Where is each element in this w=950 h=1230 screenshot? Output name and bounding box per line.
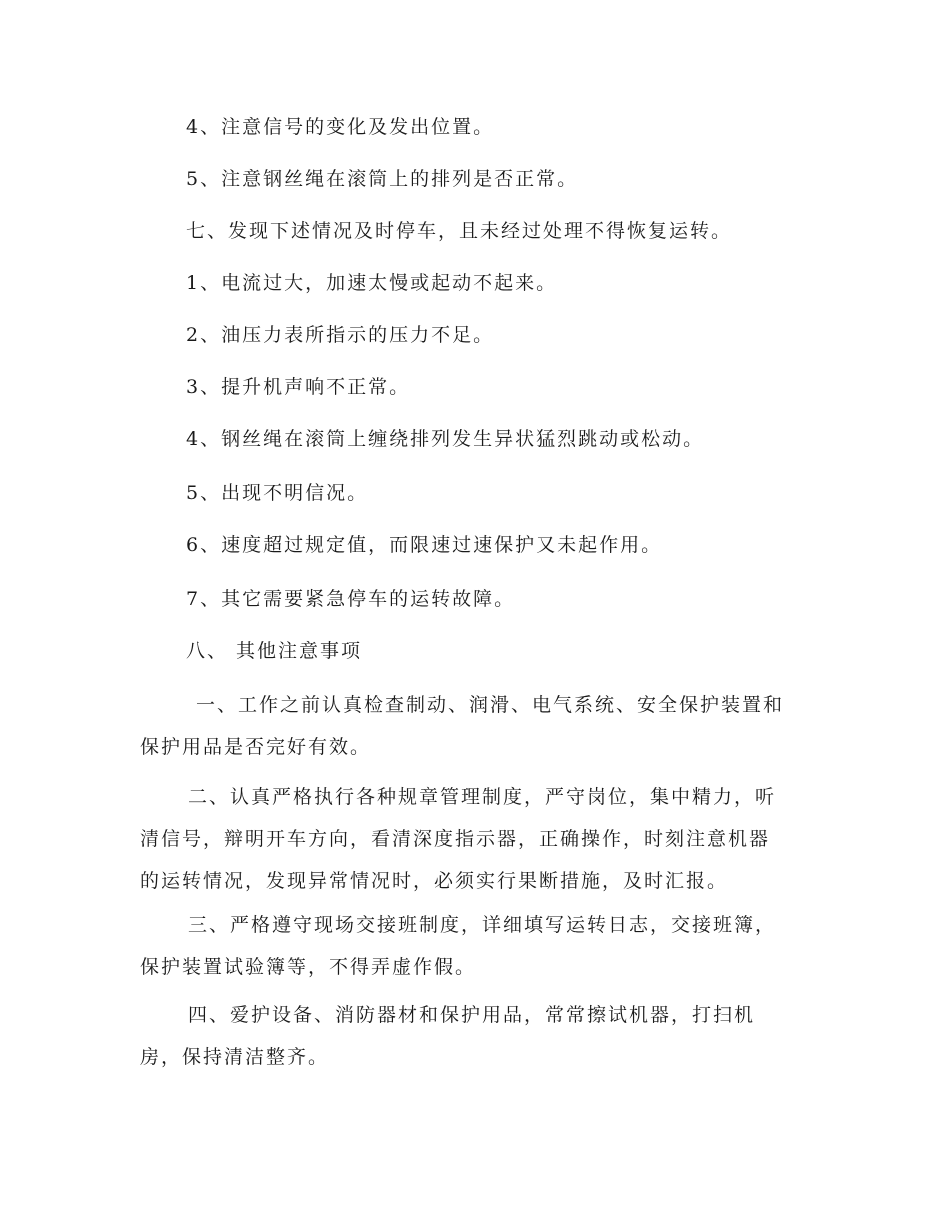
paragraph-one-line-2: 保护用品是否完好有效。 <box>140 736 372 758</box>
section-heading-eight: 八、 其他注意事项 <box>186 640 363 662</box>
paragraph-four-line-1: 四、爱护设备、消防器材和保护用品，常常擦试机器，打扫机 <box>188 1004 756 1026</box>
paragraph-two-line-2: 清信号，辩明开车方向，看清深度指示器，正确操作，时刻注意机器 <box>140 828 771 850</box>
paragraph-two-line-3: 的运转情况，发现异常情况时，必须实行果断措施，及时汇报。 <box>140 870 729 892</box>
list-item-emergency-stop: 7、其它需要紧急停车的运转故障。 <box>186 588 516 610</box>
section-heading-seven: 七、发现下述情况及时停车，且未经过处理不得恢复运转。 <box>186 220 733 242</box>
list-item-overspeed: 6、速度超过规定值，而限速过速保护又未起作用。 <box>186 534 663 556</box>
list-item-rope-jumping: 4、钢丝绳在滚筒上缠绕排列发生异状猛烈跳动或松动。 <box>186 428 705 450</box>
list-item-signal-position: 4、注意信号的变化及发出位置。 <box>186 116 495 138</box>
list-item-oil-pressure: 2、油压力表所指示的压力不足。 <box>186 324 495 346</box>
paragraph-two <box>140 776 820 902</box>
list-item-abnormal-noise: 3、提升机声响不正常。 <box>186 376 411 398</box>
list-item-current-overload: 1、电流过大，加速太慢或起动不起来。 <box>186 272 558 294</box>
paragraph-three-line-2: 保护装置试验簿等，不得弄虚作假。 <box>140 956 477 978</box>
paragraph-three <box>140 904 820 988</box>
paragraph-one-line-1: 一、工作之前认真检查制动、润滑、电气系统、安全保护装置和 <box>196 694 785 716</box>
paragraph-four <box>140 994 820 1078</box>
list-item-unknown-condition: 5、出现不明信况。 <box>186 482 369 504</box>
paragraph-one <box>140 684 820 768</box>
paragraph-three-line-1: 三、严格遵守现场交接班制度，详细填写运转日志，交接班簿， <box>188 914 777 936</box>
paragraph-four-line-2: 房，保持清洁整齐。 <box>140 1046 330 1068</box>
paragraph-two-line-1: 二、认真严格执行各种规章管理制度，严守岗位，集中精力，听 <box>188 786 777 808</box>
list-item-rope-arrangement: 5、注意钢丝绳在滚筒上的排列是否正常。 <box>186 168 579 190</box>
